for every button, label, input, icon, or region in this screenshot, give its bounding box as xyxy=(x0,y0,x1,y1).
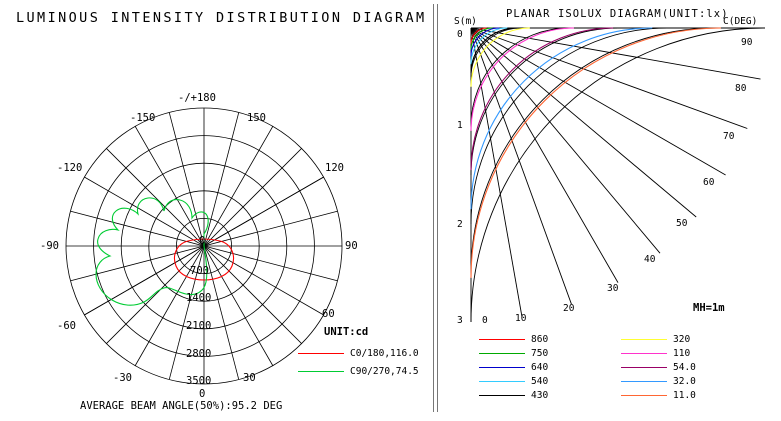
radial-tick-5: 3500 xyxy=(186,375,212,387)
y-tick-2: 2 xyxy=(457,219,463,230)
legend-swatch-32 xyxy=(621,381,667,382)
legend-item-640 xyxy=(479,362,561,373)
legend-item-320 xyxy=(621,334,703,345)
legend-item-11 xyxy=(621,390,703,401)
series-c90-270 xyxy=(96,198,208,305)
radial-tick-4: 2800 xyxy=(186,348,212,360)
angle-label-m30: -30 xyxy=(113,372,132,384)
x-tick-30: 30 xyxy=(607,283,619,294)
isolux-title: PLANAR ISOLUX DIAGRAM(UNIT:lx) xyxy=(506,8,729,20)
angle-label-m60: -60 xyxy=(57,320,76,332)
axis-label-s: S(m) xyxy=(454,16,477,27)
radial-tick-2: 1400 xyxy=(186,292,212,304)
angle-label-m150: -150 xyxy=(130,112,156,124)
x-tick-90: 90 xyxy=(741,37,753,48)
y-tick-1: 1 xyxy=(457,120,463,131)
legend-swatch-320 xyxy=(621,339,667,340)
page-title: LUMINOUS INTENSITY DISTRIBUTION DIAGRAM xyxy=(16,10,427,26)
legend-item-c90-270 xyxy=(298,366,419,377)
legend-item-750 xyxy=(479,348,561,359)
radial-tick-3: 2100 xyxy=(186,320,212,332)
x-tick-50: 50 xyxy=(676,218,688,229)
angle-label-p90: 90 xyxy=(345,240,358,252)
legend-swatch-860 xyxy=(479,339,525,340)
legend-item-54 xyxy=(621,362,703,373)
legend-swatch-640 xyxy=(479,367,525,368)
y-tick-0: 0 xyxy=(457,29,463,40)
legend-label-c0-180: C0/180,116.0 xyxy=(350,348,419,359)
legend-value-540: 540 xyxy=(531,376,549,387)
legend-value-430: 430 xyxy=(531,390,549,401)
legend-item-110 xyxy=(621,348,703,359)
legend-swatch-540 xyxy=(479,381,525,382)
angle-label-m90: -90 xyxy=(40,240,59,252)
legend-swatch-c90-270 xyxy=(298,371,344,372)
legend-value-11: 11.0 xyxy=(673,390,696,401)
panel-divider-1 xyxy=(433,4,434,412)
angle-label-top: -/+180 xyxy=(178,92,216,104)
legend-value-320: 320 xyxy=(673,334,691,345)
legend-value-860: 860 xyxy=(531,334,549,345)
x-tick-60: 60 xyxy=(703,177,715,188)
x-tick-80: 80 xyxy=(735,83,747,94)
angle-label-p120: 120 xyxy=(325,162,344,174)
legend-item-540 xyxy=(479,376,561,387)
legend-swatch-54 xyxy=(621,367,667,368)
angle-label-center: 0 xyxy=(199,235,206,247)
x-tick-70: 70 xyxy=(723,131,735,142)
angle-label-p30: 30 xyxy=(243,372,256,384)
radial-tick-1: 700 xyxy=(190,265,209,277)
legend-value-110: 110 xyxy=(673,348,691,359)
panel-divider-2 xyxy=(437,4,438,412)
x-tick-40: 40 xyxy=(644,254,656,265)
unit-label: UNIT:cd xyxy=(324,326,369,338)
angle-label-bottom: 0 xyxy=(199,388,206,400)
legend-item-430 xyxy=(479,390,561,401)
x-tick-20: 20 xyxy=(563,303,575,314)
legend-item-860 xyxy=(479,334,561,345)
y-tick-3: 3 xyxy=(457,315,463,326)
angle-label-m120: -120 xyxy=(57,162,83,174)
legend-value-32: 32.0 xyxy=(673,376,696,387)
legend-swatch-750 xyxy=(479,353,525,354)
legend-swatch-c0-180 xyxy=(298,353,344,354)
legend-value-640: 640 xyxy=(531,362,549,373)
axis-label-c: C(DEG) xyxy=(723,16,758,27)
angle-label-p150: 150 xyxy=(247,112,266,124)
mounting-height-label: MH=1m xyxy=(693,302,725,314)
legend-swatch-11 xyxy=(621,395,667,396)
average-beam-angle-footer: AVERAGE BEAM ANGLE(50%):95.2 DEG xyxy=(80,400,283,412)
planar-isolux-panel xyxy=(441,0,781,421)
legend-swatch-430 xyxy=(479,395,525,396)
x-tick-10: 10 xyxy=(515,313,527,324)
angle-label-p60: 60 xyxy=(322,308,335,320)
legend-item-c0-180 xyxy=(298,348,419,359)
legend-value-750: 750 xyxy=(531,348,549,359)
legend-item-32 xyxy=(621,376,703,387)
legend-value-54: 54.0 xyxy=(673,362,696,373)
x-tick-0: 0 xyxy=(482,315,488,326)
legend-swatch-110 xyxy=(621,353,667,354)
legend-label-c90-270: C90/270,74.5 xyxy=(350,366,419,377)
